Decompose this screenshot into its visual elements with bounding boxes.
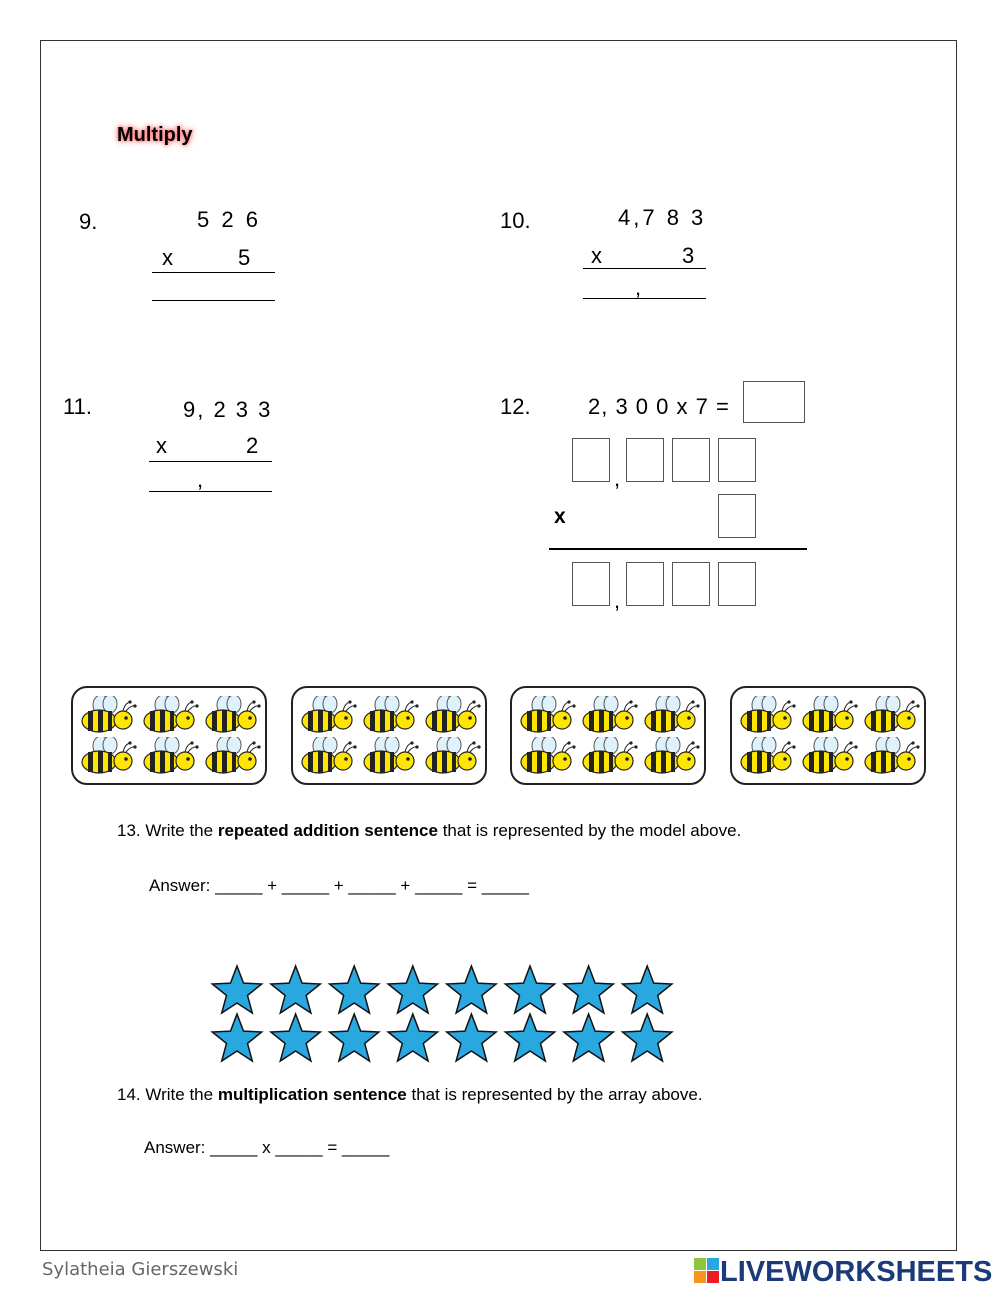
bee-icon xyxy=(299,737,357,775)
bee xyxy=(79,696,137,739)
problem-12-number: 12. xyxy=(500,394,531,419)
star-icon xyxy=(330,966,379,1013)
problem-12-product-box[interactable] xyxy=(572,562,610,606)
bee xyxy=(423,737,481,780)
problem-12-digit-box[interactable] xyxy=(572,438,610,482)
bee-icon xyxy=(642,696,700,734)
bee-icon xyxy=(738,696,796,734)
problem-10-rule xyxy=(583,268,706,269)
bee xyxy=(518,696,576,739)
problem-10-number: 10. xyxy=(500,208,531,233)
bee xyxy=(642,696,700,739)
star-icon xyxy=(212,1014,261,1061)
star-icon xyxy=(505,1014,554,1061)
problem-12-answer-box[interactable] xyxy=(743,381,805,423)
bee xyxy=(203,737,261,780)
problem-12-rule xyxy=(549,548,807,550)
bee-icon xyxy=(361,696,419,734)
problem-11-answer-line[interactable] xyxy=(149,491,272,492)
star-icon xyxy=(388,1014,437,1061)
star-icon xyxy=(271,966,320,1013)
bee-icon xyxy=(642,737,700,775)
problem-10-top: 4,7 8 3 xyxy=(618,205,707,230)
problem-9-answer-line[interactable] xyxy=(152,300,275,301)
problem-12-digit-box[interactable] xyxy=(626,438,664,482)
problem-12-equation: 2, 3 0 0 x 7 = xyxy=(588,394,730,419)
bee-icon xyxy=(141,696,199,734)
problem-9-number: 9. xyxy=(79,209,98,234)
problem-11-top: 9, 2 3 3 xyxy=(183,397,273,422)
bee xyxy=(361,696,419,739)
bee-icon xyxy=(299,696,357,734)
bee-icon xyxy=(800,737,858,775)
bee xyxy=(299,696,357,739)
problem-10-answer-line[interactable] xyxy=(583,298,706,299)
star-icon xyxy=(447,966,496,1013)
problem-10-multiplier: 3 xyxy=(682,243,698,268)
question-13-text-after: that is represented by the model above. xyxy=(442,821,742,840)
bee xyxy=(862,737,920,780)
problem-12-op: x xyxy=(554,505,566,528)
star-icon xyxy=(447,1014,496,1061)
star-icon xyxy=(564,966,613,1013)
problem-11-rule xyxy=(149,461,272,462)
bee-icon xyxy=(423,737,481,775)
bee-icon xyxy=(203,696,261,734)
question-13-number: 13. xyxy=(117,821,141,840)
bee xyxy=(79,737,137,780)
bee-icon xyxy=(203,737,261,775)
star-icon xyxy=(505,966,554,1013)
question-14-text-after: that is represented by the array above. xyxy=(411,1085,703,1104)
problem-12-top-comma: , xyxy=(614,466,621,491)
bee-icon xyxy=(361,737,419,775)
problem-11-op: x xyxy=(156,433,170,458)
problem-9-op: x xyxy=(162,245,176,270)
star-icon xyxy=(212,966,261,1013)
bee-icon xyxy=(79,737,137,775)
bee-group xyxy=(291,686,487,785)
bee xyxy=(800,696,858,739)
bee-icon xyxy=(141,737,199,775)
problem-11-answer-comma: , xyxy=(197,467,204,492)
problem-9-top: 5 2 6 xyxy=(197,207,261,232)
liveworksheets-logo-icon xyxy=(694,1258,720,1284)
author-name: Sylatheia Gierszewski xyxy=(42,1259,239,1280)
bee-icon xyxy=(738,737,796,775)
bee-icon xyxy=(79,696,137,734)
bee xyxy=(800,737,858,780)
problem-12-digit-box[interactable] xyxy=(672,438,710,482)
star-icon xyxy=(330,1014,379,1061)
bee xyxy=(423,696,481,739)
bee xyxy=(580,737,638,780)
problem-12-product-box[interactable] xyxy=(672,562,710,606)
problem-12-multiplier-box[interactable] xyxy=(718,494,756,538)
bee xyxy=(203,696,261,739)
question-13-text-before: Write the xyxy=(145,821,214,840)
bee-group xyxy=(71,686,267,785)
bee xyxy=(361,737,419,780)
problem-12-product-box[interactable] xyxy=(718,562,756,606)
bee xyxy=(518,737,576,780)
star-icon xyxy=(623,1014,672,1061)
question-13-answer[interactable]: Answer: _____ + _____ + _____ + _____ = _____ xyxy=(149,876,529,895)
bee xyxy=(738,737,796,780)
bee-group xyxy=(510,686,706,785)
star-icon xyxy=(564,1014,613,1061)
bee xyxy=(299,737,357,780)
bee-icon xyxy=(518,737,576,775)
bee xyxy=(642,737,700,780)
question-13-bold: repeated addition sentence xyxy=(217,821,438,840)
bee-icon xyxy=(580,737,638,775)
bee-icon xyxy=(800,696,858,734)
brand-name: LIVEWORKSHEETS xyxy=(720,1256,993,1288)
bee-icon xyxy=(423,696,481,734)
question-14-text-before: Write the xyxy=(145,1085,214,1104)
bee-icon xyxy=(862,696,920,734)
problem-10-op: x xyxy=(591,243,605,268)
star-icon xyxy=(623,966,672,1013)
bee xyxy=(141,737,199,780)
bee-group xyxy=(730,686,926,785)
bee xyxy=(580,696,638,739)
bee xyxy=(141,696,199,739)
bee xyxy=(738,696,796,739)
star-array xyxy=(200,960,680,1070)
star-icon xyxy=(271,1014,320,1061)
question-14-bold: multiplication sentence xyxy=(217,1085,407,1104)
problem-9-rule xyxy=(152,272,275,273)
star-icon xyxy=(388,966,437,1013)
bee-icon xyxy=(580,696,638,734)
question-14 xyxy=(117,1085,703,1105)
worksheet-title: Multiply xyxy=(117,124,193,146)
question-13 xyxy=(117,821,741,841)
problem-12-product-comma: , xyxy=(614,588,621,613)
bee xyxy=(862,696,920,739)
bee-icon xyxy=(862,737,920,775)
question-14-answer[interactable]: Answer: _____ x _____ = _____ xyxy=(144,1138,390,1157)
problem-11-number: 11. xyxy=(63,394,92,419)
problem-12-product-box[interactable] xyxy=(626,562,664,606)
question-14-number: 14. xyxy=(117,1085,141,1104)
problem-10-answer-comma: , xyxy=(635,275,642,300)
problem-12-digit-box[interactable] xyxy=(718,438,756,482)
problem-11-multiplier: 2 xyxy=(246,433,262,458)
bee-icon xyxy=(518,696,576,734)
brand-logo xyxy=(694,1256,992,1289)
problem-9-multiplier: 5 xyxy=(238,245,254,270)
